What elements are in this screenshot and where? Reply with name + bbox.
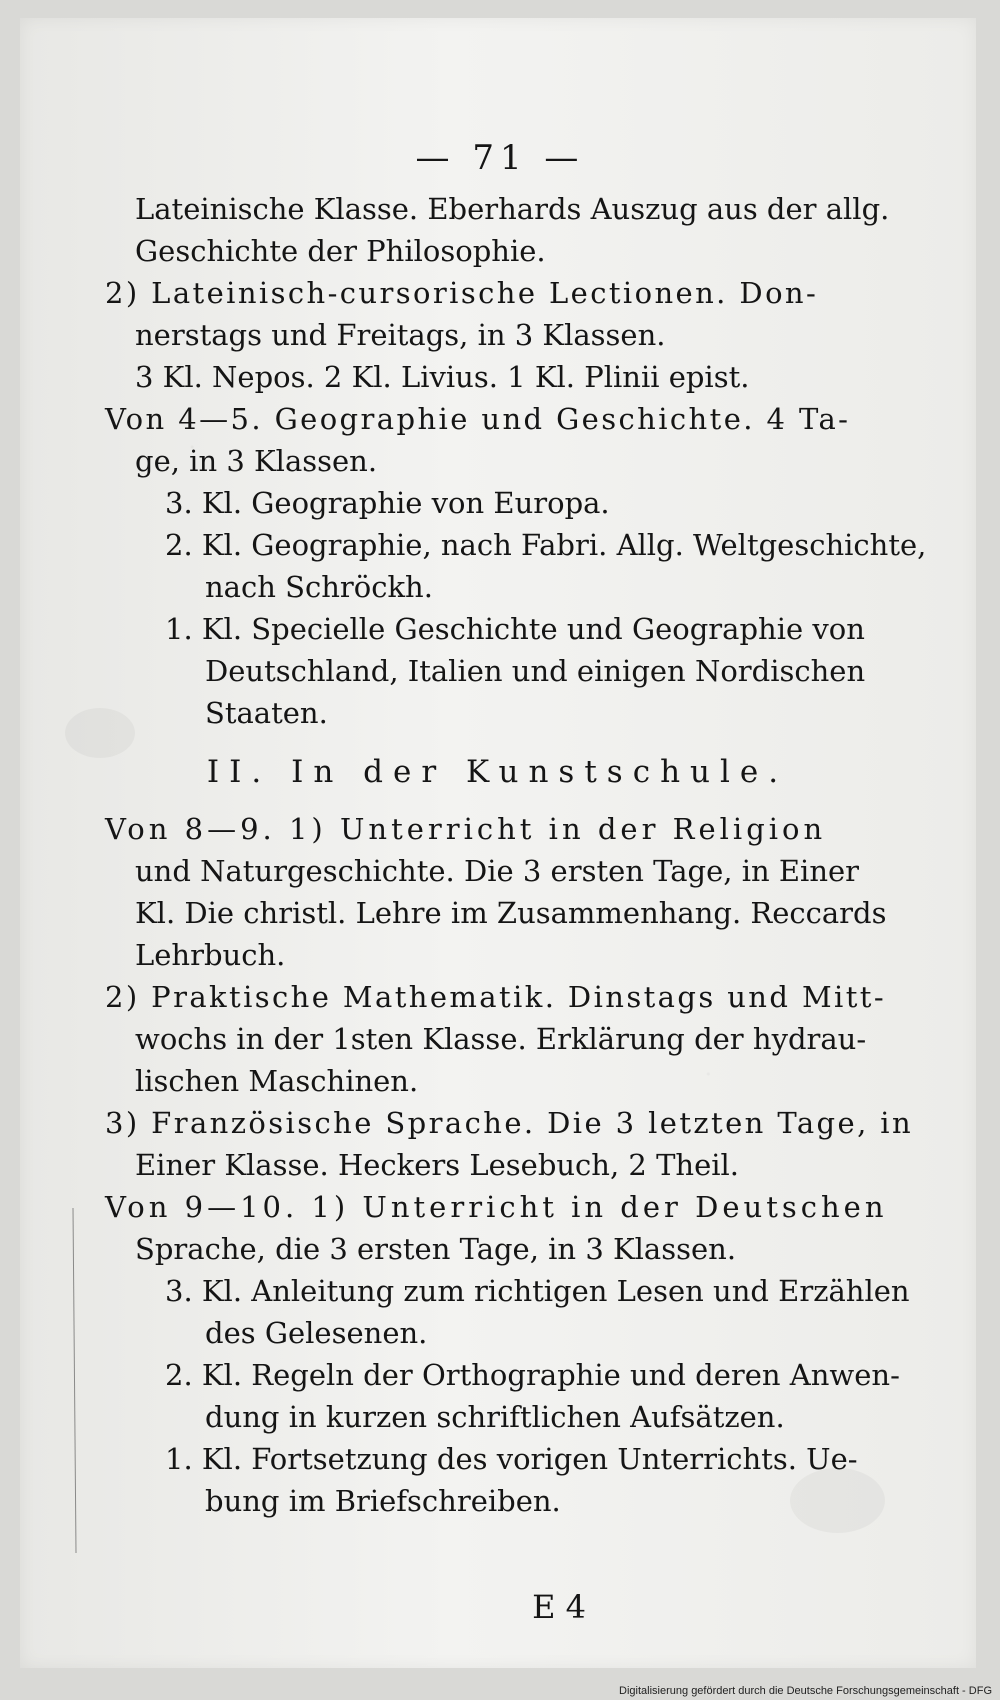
text-line: Deutschland, Italien und einigen Nordischen [205, 654, 866, 688]
digitization-credit: Digitalisierung gefördert durch die Deutsche Forschungsgemeinschaft - DFG [619, 1685, 992, 1697]
margin-mark [72, 1208, 76, 1553]
text-line: 1. Kl. Specielle Geschichte und Geographie von [165, 612, 865, 646]
printer-signature: E 4 [532, 1588, 586, 1626]
text-line: 3. Kl. Geographie von Europa. [165, 486, 610, 520]
page-number: — 71 — [415, 138, 585, 178]
page-text [105, 188, 927, 1522]
text-line: bung im Briefschreiben. [205, 1484, 561, 1518]
section-heading: II. In der Kunstschule. [206, 754, 789, 790]
text-line: des Gelesenen. [205, 1316, 428, 1350]
text-line: ge, in 3 Klassen. [135, 444, 378, 478]
text-line: 2. Kl. Geographie, nach Fabri. Allg. Weltgeschichte, [165, 528, 927, 562]
text-line: 3 Kl. Nepos. 2 Kl. Livius. 1 Kl. Plinii epist. [135, 360, 750, 394]
text-line: 1. Kl. Fortsetzung des vorigen Unterrichts. Ue- [165, 1442, 858, 1476]
text-line: 3. Kl. Anleitung zum richtigen Lesen und Erzählen [165, 1274, 910, 1308]
text-line: dung in kurzen schriftlichen Aufsätzen. [205, 1400, 785, 1434]
book-page [20, 18, 976, 1668]
text-line: Einer Klasse. Heckers Lesebuch, 2 Theil. [135, 1148, 740, 1182]
text-line: nerstags und Freitags, in 3 Klassen. [135, 318, 666, 352]
text-line: Sprache, die 3 ersten Tage, in 3 Klassen. [135, 1232, 737, 1266]
text-line: und Naturgeschichte. Die 3 ersten Tage, in Einer [135, 854, 860, 888]
text-line: Von 9—10. 1) Unterricht in der Deutschen [105, 1190, 888, 1224]
text-line: Lateinische Klasse. Eberhards Auszug aus der allg. [135, 192, 890, 226]
text-line: 2) Lateinisch-cursorische Lectionen. Don- [105, 276, 819, 310]
text-line: nach Schröckh. [205, 570, 433, 604]
text-line: Geschichte der Philosophie. [135, 234, 546, 268]
text-line: Lehrbuch. [135, 938, 286, 972]
text-line: wochs in der 1sten Klasse. Erklärung der hydrau- [135, 1022, 867, 1056]
text-line: 2. Kl. Regeln der Orthographie und deren Anwen- [165, 1358, 900, 1392]
text-line: lischen Maschinen. [135, 1064, 419, 1098]
text-line: 3) Französische Sprache. Die 3 letzten Tage, in [105, 1106, 914, 1140]
text-line: Staaten. [205, 696, 328, 730]
text-line: 2) Praktische Mathematik. Dinstags und Mitt- [105, 980, 887, 1014]
text-line: Von 4—5. Geographie und Geschichte. 4 Ta- [105, 402, 851, 436]
text-line: Kl. Die christl. Lehre im Zusammenhang. Reccards [135, 896, 887, 930]
text-line: Von 8—9. 1) Unterricht in der Religion [105, 812, 827, 846]
